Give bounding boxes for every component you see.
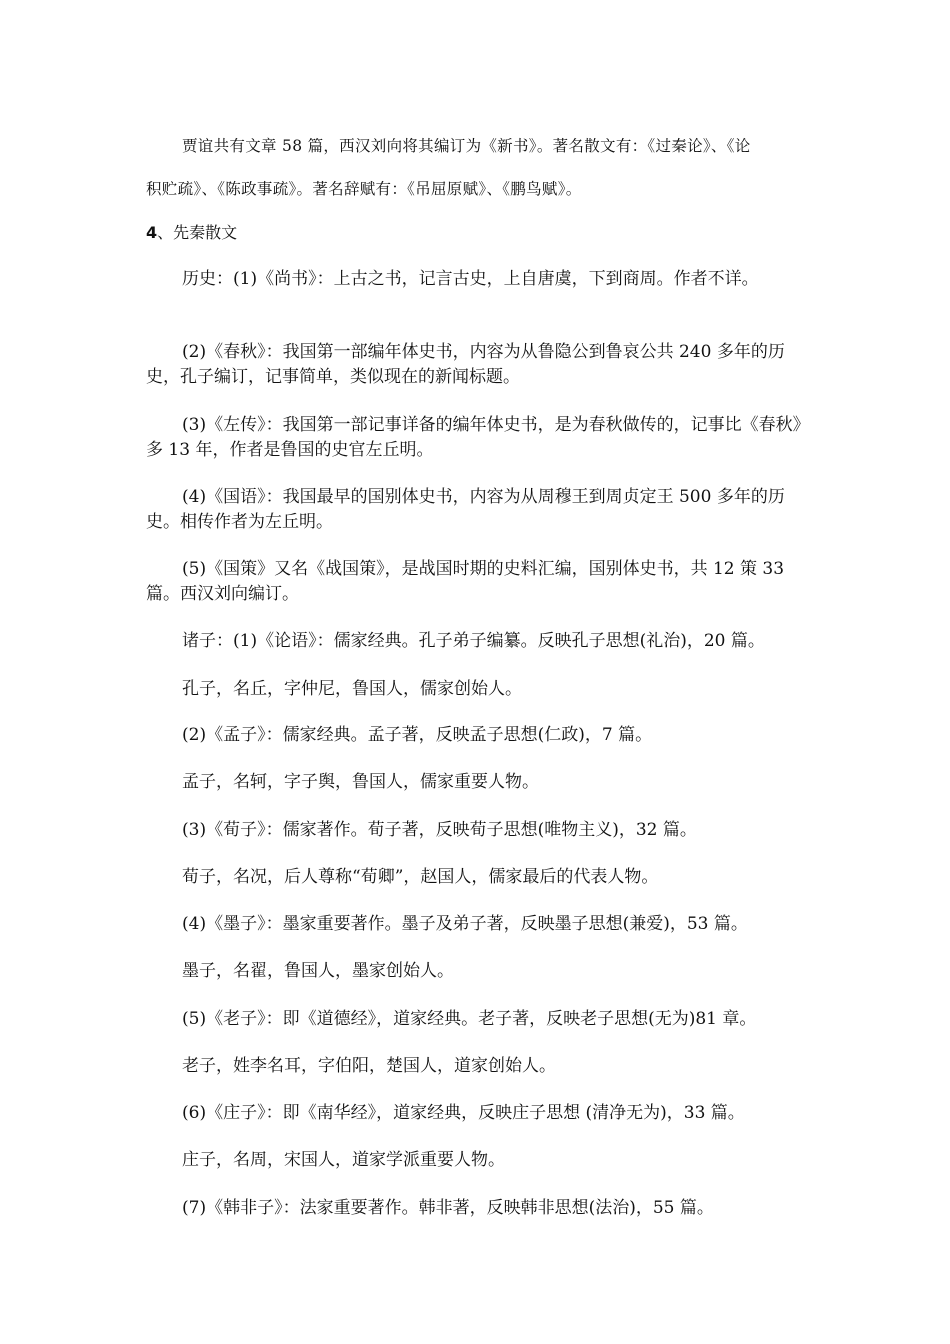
- intro-line-1: 贾谊共有文章 58 篇，西汉刘向将其编订为《新书》。著名散文有：《过秦论》、《论: [182, 137, 751, 155]
- paragraph-zhanguoce: (5)《国策》又名《战国策》，是战国时期的史料汇编，国别体史书，共 12 策 33 篇。西汉刘向编订。: [146, 559, 785, 604]
- section-number: 4: [146, 223, 158, 242]
- paragraph-mozi-book: (4)《墨子》：墨家重要著作。墨子及弟子著，反映墨子思想(兼爱)，53 篇。: [182, 914, 748, 934]
- paragraph-laozi: 老子，姓李名耳，字伯阳，楚国人，道家创始人。: [182, 1056, 556, 1076]
- paragraph-xunzi-book: (3)《荀子》：儒家著作。荀子著，反映荀子思想(唯物主义)，32 篇。: [182, 820, 697, 840]
- paragraph-zuozhuan: (3)《左传》：我国第一部记事详备的编年体史书，是为春秋做传的，记事比《春秋》多 13 年，作者是鲁国的史官左丘明。: [146, 415, 810, 460]
- paragraph-zhuangzi-book: (6)《庄子》：即《南华经》，道家经典，反映庄子思想 (清净无为)，33 篇。: [182, 1103, 745, 1123]
- paragraph-mozi: 墨子，名翟，鲁国人，墨家创始人。: [182, 961, 454, 981]
- paragraph-xunzi: 荀子，名况，后人尊称“荀卿”，赵国人，儒家最后的代表人物。: [182, 867, 659, 887]
- paragraph-zhuangzi: 庄子，名周，宋国人，道家学派重要人物。: [182, 1150, 505, 1170]
- paragraph-hanfeizi-book: (7)《韩非子》：法家重要著作。韩非著，反映韩非思想(法治)，55 篇。: [182, 1198, 714, 1218]
- paragraph-mengzi: 孟子，名轲，字子舆，鲁国人，儒家重要人物。: [182, 772, 539, 792]
- paragraph-chunqiu: (2)《春秋》：我国第一部编年体史书，内容为从鲁隐公到鲁哀公共 240 多年的历史，孔子编订，记事简单，类似现在的新闻标题。: [146, 342, 785, 387]
- paragraph-mengzi-book: (2)《孟子》：儒家经典。孟子著，反映孟子思想(仁政)，7 篇。: [182, 725, 653, 745]
- intro-line-2: 积贮疏》、《陈政事疏》。著名辞赋有：《吊屈原赋》、《鹏鸟赋》。: [146, 180, 582, 198]
- paragraph-kongzi: 孔子，名丘，字仲尼，鲁国人，儒家创始人。: [182, 679, 522, 699]
- paragraph-laozi-book: (5)《老子》：即《道德经》，道家经典。老子著，反映老子思想(无为)81 章。: [182, 1009, 757, 1029]
- paragraph-lunyu: 诸子：(1)《论语》：儒家经典。孔子弟子编纂。反映孔子思想(礼治)，20 篇。: [182, 631, 765, 651]
- paragraph-guoyu: (4)《国语》：我国最早的国别体史书，内容为从周穆王到周贞定王 500 多年的历史。相传作者为左丘明。: [146, 487, 785, 532]
- paragraph-shangshu: 历史：(1)《尚书》：上古之书，记言古史，上自唐虞，下到商周。作者不详。: [182, 269, 759, 289]
- section-heading: [146, 220, 810, 245]
- section-title: 、先秦散文: [157, 223, 238, 242]
